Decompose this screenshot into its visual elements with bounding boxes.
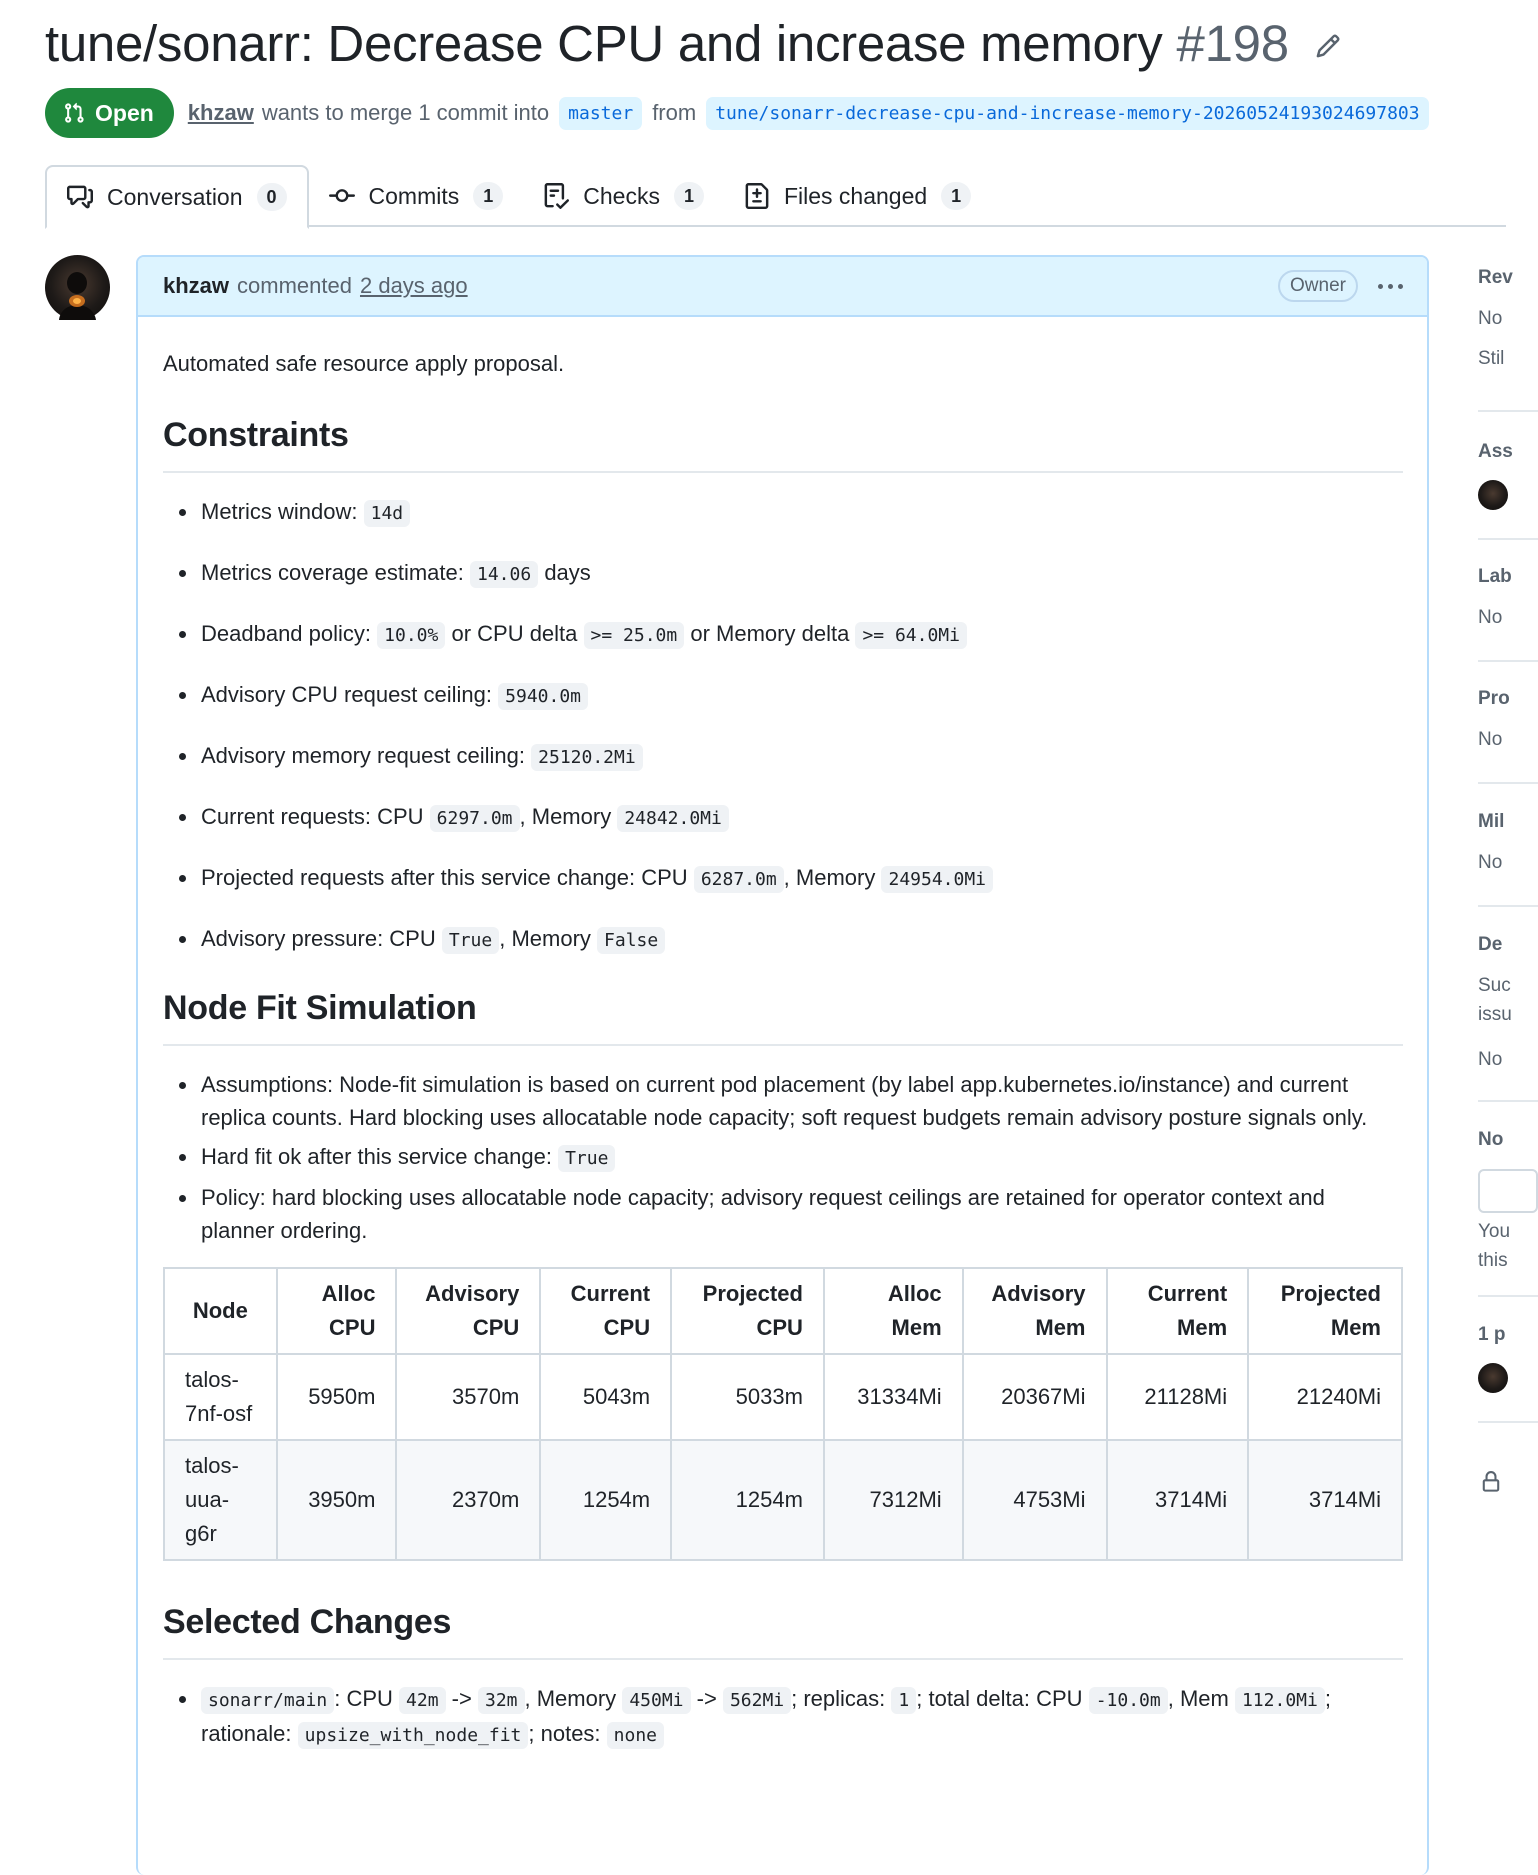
- file-diff-icon: [744, 183, 770, 209]
- table-cell: 31334Mi: [824, 1354, 963, 1440]
- tab-label: Files changed: [783, 182, 928, 209]
- tab-files-changed[interactable]: [724, 165, 991, 227]
- tab-conversation[interactable]: [45, 165, 309, 229]
- tab-count: 1: [674, 182, 704, 210]
- sidebar-divider: [1478, 1100, 1538, 1102]
- table-cell: 21128Mi: [1107, 1354, 1249, 1440]
- comment-body: [138, 317, 1427, 1752]
- table-cell: 4753Mi: [963, 1440, 1107, 1560]
- column-header: Projected Mem: [1248, 1268, 1402, 1354]
- state-badge: [45, 88, 174, 138]
- sidebar-dev-none: No: [1478, 1049, 1503, 1070]
- pr-tabs: [45, 165, 1506, 227]
- mem-from-value: 450Mi: [622, 1687, 690, 1714]
- subscribe-button[interactable]: [1478, 1169, 1538, 1213]
- table-header-row: [164, 1268, 1402, 1354]
- selected-changes-list: [163, 1682, 1403, 1752]
- author-link[interactable]: khzaw: [187, 100, 254, 125]
- table-cell: 2370m: [396, 1440, 540, 1560]
- pressure-mem-value: False: [597, 927, 665, 954]
- avatar[interactable]: [1478, 480, 1508, 510]
- sidebar-development-heading[interactable]: De: [1478, 934, 1503, 955]
- metrics-window-value: 14d: [364, 500, 411, 527]
- owner-badge: Owner: [1278, 270, 1358, 302]
- pressure-cpu-value: True: [442, 927, 499, 954]
- tab-checks[interactable]: [523, 165, 724, 227]
- node-fit-list: [163, 1068, 1403, 1247]
- mem-ceiling-value: 25120.2Mi: [531, 744, 643, 771]
- column-header: Current Mem: [1107, 1268, 1249, 1354]
- table-cell: 3714Mi: [1107, 1440, 1249, 1560]
- tab-label: Checks: [583, 182, 660, 209]
- tab-label: Conversation: [107, 183, 243, 210]
- list-item: Assumptions: Node-fit simulation is based on current pod placement (by label app.kubernetes.io/instance) and current replica counts. Hard blocking uses allocatable node capacity; soft request budgets remain advisory posture signals only.: [163, 1068, 1403, 1134]
- avatar[interactable]: [1478, 1363, 1508, 1393]
- pr-meta: [45, 88, 1429, 138]
- tab-count: 0: [257, 183, 287, 211]
- git-commit-icon: [329, 183, 355, 209]
- delta-mem-value: 112.0Mi: [1235, 1687, 1325, 1714]
- notes-value: none: [607, 1722, 664, 1749]
- deadband-mem: >= 64.0Mi: [855, 622, 967, 649]
- tab-commits[interactable]: [309, 165, 524, 227]
- node-fit-heading: Node Fit Simulation: [163, 983, 1403, 1046]
- sidebar-divider: [1478, 538, 1538, 540]
- sidebar-divider: [1478, 410, 1538, 412]
- list-item: Projected requests after this service change: CPU 6287.0m , Memory 24954.0Mi: [163, 861, 1403, 896]
- state-label: Open: [95, 99, 154, 126]
- table-cell: talos-7nf-osf: [164, 1354, 277, 1440]
- sidebar-labels-heading[interactable]: Lab: [1478, 566, 1512, 587]
- list-item: Policy: hard blocking uses allocatable node capacity; advisory request ceilings are retained for operator context and planner ordering.: [163, 1181, 1403, 1247]
- column-header: Current CPU: [540, 1268, 671, 1354]
- current-mem-value: 24842.0Mi: [617, 805, 729, 832]
- sidebar-participants-heading: 1 p: [1478, 1324, 1506, 1345]
- table-cell: 3570m: [396, 1354, 540, 1440]
- list-item: sonarr/main : CPU 42m -> 32m , Memory 450Mi -> 562Mi ; replicas: 1 ; total delta: CPU -10.0m , Mem 112.0Mi ; rationale: upsize_with_node_fit ; notes: none: [163, 1682, 1403, 1752]
- pr-number: #198: [1176, 15, 1289, 72]
- table-cell: 21240Mi: [1248, 1354, 1402, 1440]
- delta-cpu-value: -10.0m: [1089, 1687, 1168, 1714]
- column-header: Advisory CPU: [396, 1268, 540, 1354]
- table-cell: 5950m: [277, 1354, 397, 1440]
- sidebar-notifications-heading: No: [1478, 1129, 1504, 1150]
- merge-text: wants to merge 1 commit into: [261, 100, 550, 125]
- sidebar-divider: [1478, 660, 1538, 662]
- list-item: Metrics window: 14d: [163, 495, 1403, 530]
- hard-fit-value: True: [558, 1145, 615, 1172]
- list-item: Advisory CPU request ceiling: 5940.0m: [163, 678, 1403, 713]
- sidebar-projects-heading[interactable]: Pro: [1478, 688, 1510, 709]
- column-header: Advisory Mem: [963, 1268, 1107, 1354]
- table-cell: 1254m: [671, 1440, 824, 1560]
- pr-title-row: [45, 14, 1341, 73]
- base-branch[interactable]: master: [559, 97, 642, 130]
- intro-text: Automated safe resource apply proposal.: [163, 351, 565, 376]
- sidebar-milestone-none: No: [1478, 852, 1503, 873]
- deadband-pct: 10.0%: [377, 622, 445, 649]
- checklist-icon: [543, 183, 569, 209]
- projected-mem-value: 24954.0Mi: [881, 866, 993, 893]
- sidebar-dev-line: issu: [1478, 1004, 1512, 1025]
- sidebar-divider: [1478, 1295, 1538, 1297]
- constraints-list: [163, 495, 1403, 957]
- sidebar-notif-line: this: [1478, 1250, 1508, 1271]
- table-cell: 5033m: [671, 1354, 824, 1440]
- comment-card: [136, 255, 1429, 1875]
- target-value: sonarr/main: [201, 1687, 334, 1714]
- current-cpu-value: 6297.0m: [430, 805, 520, 832]
- comment-verb: commented: [237, 273, 352, 298]
- head-branch[interactable]: tune/sonarr-decrease-cpu-and-increase-memory-20260524193024697803: [706, 97, 1428, 130]
- kebab-menu-icon[interactable]: [1378, 284, 1403, 289]
- list-item: Hard fit ok after this service change: True: [163, 1140, 1403, 1175]
- comment-time[interactable]: 2 days ago: [359, 273, 468, 298]
- cpu-from-value: 42m: [399, 1687, 446, 1714]
- replicas-value: 1: [891, 1687, 916, 1714]
- table-row: [164, 1354, 1402, 1440]
- sidebar-projects-none: No: [1478, 729, 1503, 750]
- projected-cpu-value: 6287.0m: [694, 866, 784, 893]
- avatar[interactable]: [45, 255, 110, 320]
- list-item: Advisory pressure: CPU True , Memory False: [163, 922, 1403, 957]
- table-cell: 5043m: [540, 1354, 671, 1440]
- column-header: Alloc Mem: [824, 1268, 963, 1354]
- node-fit-table: [163, 1267, 1403, 1561]
- list-item: Advisory memory request ceiling: 25120.2Mi: [163, 739, 1403, 774]
- cpu-to-value: 32m: [478, 1687, 525, 1714]
- sidebar-divider: [1478, 905, 1538, 907]
- rationale-value: upsize_with_node_fit: [298, 1722, 529, 1749]
- list-item: Deadband policy: 10.0% or CPU delta >= 25.0m or Memory delta >= 64.0Mi: [163, 617, 1403, 652]
- comment-header: [138, 257, 1427, 317]
- list-item: Current requests: CPU 6297.0m , Memory 24842.0Mi: [163, 800, 1403, 835]
- table-cell: talos-uua-g6r: [164, 1440, 277, 1560]
- mem-to-value: 562Mi: [723, 1687, 791, 1714]
- tab-count: 1: [941, 182, 971, 210]
- table-cell: 3950m: [277, 1440, 397, 1560]
- comment-discussion-icon: [67, 184, 93, 210]
- sidebar-reviewers-still: Stil: [1478, 348, 1505, 369]
- sidebar-divider: [1478, 782, 1538, 784]
- sidebar: [1478, 255, 1518, 1850]
- sidebar-divider: [1478, 1421, 1538, 1423]
- sidebar-notif-line: You: [1478, 1221, 1511, 1242]
- column-header: Projected CPU: [671, 1268, 824, 1354]
- tab-label: Commits: [368, 182, 460, 209]
- selected-changes-heading: Selected Changes: [163, 1597, 1403, 1660]
- sidebar-dev-line: Suc: [1478, 975, 1511, 996]
- column-header: Node: [164, 1268, 277, 1354]
- sidebar-reviewers-none: No: [1478, 308, 1503, 329]
- coverage-value: 14.06: [470, 561, 538, 588]
- pr-title: tune/sonarr: Decrease CPU and increase memory #198: [45, 15, 1289, 72]
- comment-author[interactable]: khzaw: [163, 273, 230, 298]
- from-text: from: [652, 100, 697, 125]
- table-cell: 1254m: [540, 1440, 671, 1560]
- table-cell: 20367Mi: [963, 1354, 1107, 1440]
- sidebar-labels-none: No: [1478, 607, 1503, 628]
- deadband-cpu: >= 25.0m: [584, 622, 685, 649]
- cpu-ceiling-value: 5940.0m: [498, 683, 588, 710]
- lock-icon[interactable]: [1480, 1470, 1502, 1500]
- sidebar-milestone-heading[interactable]: Mil: [1478, 811, 1505, 832]
- sidebar-assignees-heading[interactable]: Ass: [1478, 441, 1513, 462]
- table-row: [164, 1440, 1402, 1560]
- table-cell: 7312Mi: [824, 1440, 963, 1560]
- column-header: Alloc CPU: [277, 1268, 397, 1354]
- list-item: Metrics coverage estimate: 14.06 days: [163, 556, 1403, 591]
- pull-request-icon: [63, 102, 85, 124]
- table-cell: 3714Mi: [1248, 1440, 1402, 1560]
- constraints-heading: Constraints: [163, 410, 1403, 473]
- sidebar-reviewers-heading[interactable]: Rev: [1478, 267, 1513, 288]
- tab-count: 1: [473, 182, 503, 210]
- pencil-icon[interactable]: [1315, 33, 1341, 64]
